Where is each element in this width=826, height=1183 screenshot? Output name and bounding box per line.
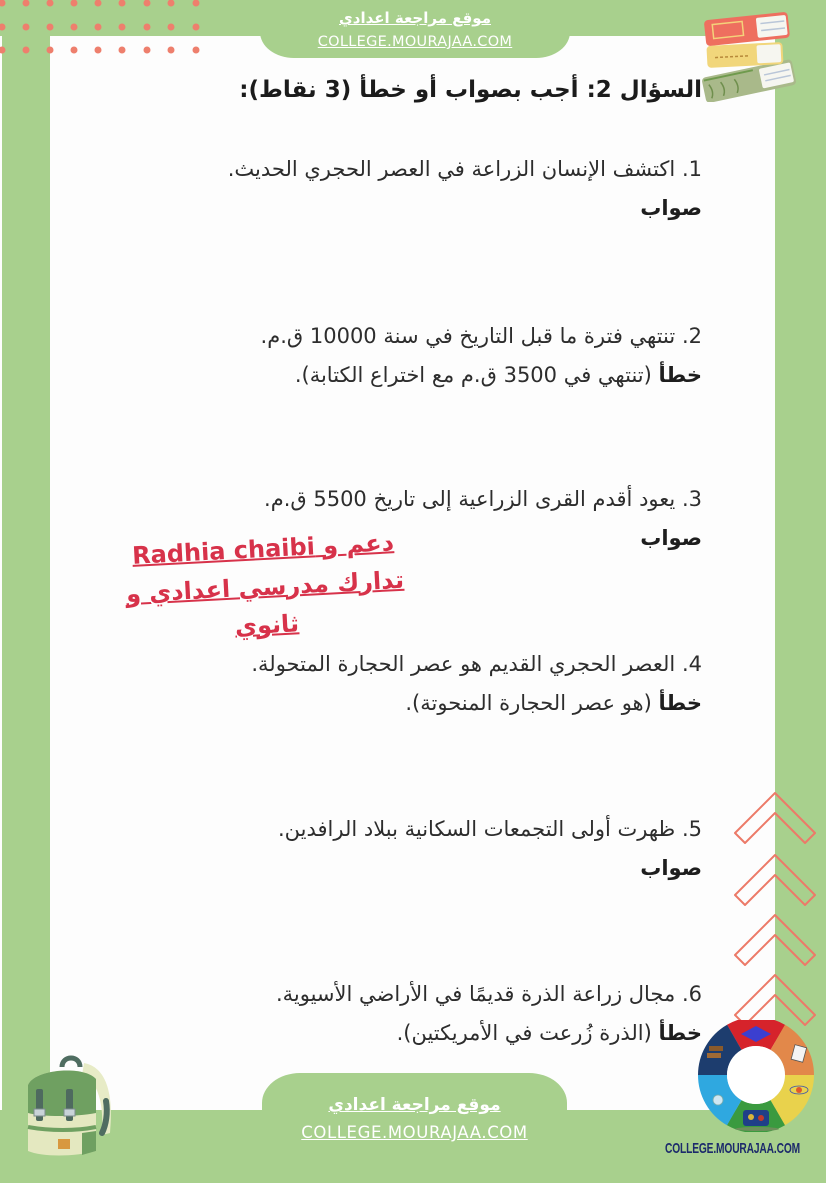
logo-caption: COLLEGE.MOURAJAA.COM xyxy=(665,1140,800,1157)
footer-site-name: موقع مراجعة اعدادي xyxy=(328,1095,501,1115)
question-number: 1. xyxy=(681,157,702,181)
question-text: العصر الحجري القديم هو عصر الحجارة المتحولة. xyxy=(251,652,676,676)
question-statement xyxy=(264,480,702,519)
answer-correction: (تنتهي في 3500 ق.م مع اختراع الكتابة). xyxy=(294,363,652,387)
watermark-line-1: دعم و Radhia chaibi xyxy=(131,528,395,570)
question-number: 5. xyxy=(681,817,702,841)
flask-icon xyxy=(713,1095,723,1105)
question-text: تنتهي فترة ما قبل التاريخ في سنة 10000 ق.م. xyxy=(260,324,676,348)
answer-verdict: خطأ xyxy=(658,363,702,387)
watermark-line-2: تدارك مدرسي اعدادي و xyxy=(125,565,405,609)
header-site-link[interactable]: COLLEGE.MOURAJAA.COM xyxy=(317,34,513,50)
answer-verdict: صواب xyxy=(640,856,702,880)
question-number: 3. xyxy=(681,487,702,511)
question-answer xyxy=(228,189,702,228)
header-site-tab xyxy=(260,0,570,58)
question-item-2 xyxy=(261,317,702,395)
question-text: مجال زراعة الذرة قديمًا في الأراضي الأسيوية. xyxy=(275,982,676,1006)
question-answer xyxy=(251,684,702,723)
answer-correction: (هو عصر الحجارة المنحوتة). xyxy=(405,691,652,715)
atom-icon xyxy=(796,1087,802,1093)
question-statement xyxy=(228,150,702,189)
stacked-books-icon xyxy=(695,6,807,102)
question-statement xyxy=(261,317,702,356)
question-number: 4. xyxy=(681,652,702,676)
answer-verdict: صواب xyxy=(640,196,702,220)
page-edge xyxy=(0,36,2,1110)
question-item-1 xyxy=(228,150,702,228)
answer-correction: (الذرة زُرعت في الأمريكتين). xyxy=(396,1021,652,1045)
answer-verdict: خطأ xyxy=(658,691,702,715)
question-title: السؤال 2: أجب بصواب أو خطأ (3 نقاط): xyxy=(239,77,702,103)
backpack-icon xyxy=(14,1053,114,1159)
question-item-5 xyxy=(278,810,702,888)
answer-verdict: صواب xyxy=(640,526,702,550)
question-number: 6. xyxy=(681,982,702,1006)
footer-site-link[interactable]: COLLEGE.MOURAJAA.COM xyxy=(301,1123,528,1142)
double-chevron-icon xyxy=(730,790,822,1040)
question-answer xyxy=(276,1014,702,1053)
question-text: ظهرت أولى التجمعات السكانية ببلاد الرافدين. xyxy=(277,817,676,841)
dot-pattern xyxy=(0,0,210,60)
footer-site-tab xyxy=(262,1073,567,1183)
question-statement xyxy=(276,975,702,1014)
question-number: 2. xyxy=(681,324,702,348)
question-answer xyxy=(278,849,702,888)
question-item-6 xyxy=(276,975,702,1053)
globe-icon xyxy=(743,1110,769,1126)
question-text: اكتشف الإنسان الزراعة في العصر الحجري الحديث. xyxy=(227,157,676,181)
answer-verdict: خطأ xyxy=(658,1021,702,1045)
question-answer xyxy=(261,356,702,395)
question-statement xyxy=(251,645,702,684)
question-statement xyxy=(278,810,702,849)
books-icon xyxy=(709,1046,723,1051)
education-wheel-logo xyxy=(695,1020,819,1132)
author-watermark xyxy=(109,522,421,652)
question-item-4 xyxy=(251,645,702,723)
question-text: يعود أقدم القرى الزراعية إلى تاريخ 5500 ق.م. xyxy=(264,487,676,511)
watermark-line-3: ثانوي xyxy=(234,609,300,641)
header-site-name: موقع مراجعة اعدادي xyxy=(339,9,491,27)
